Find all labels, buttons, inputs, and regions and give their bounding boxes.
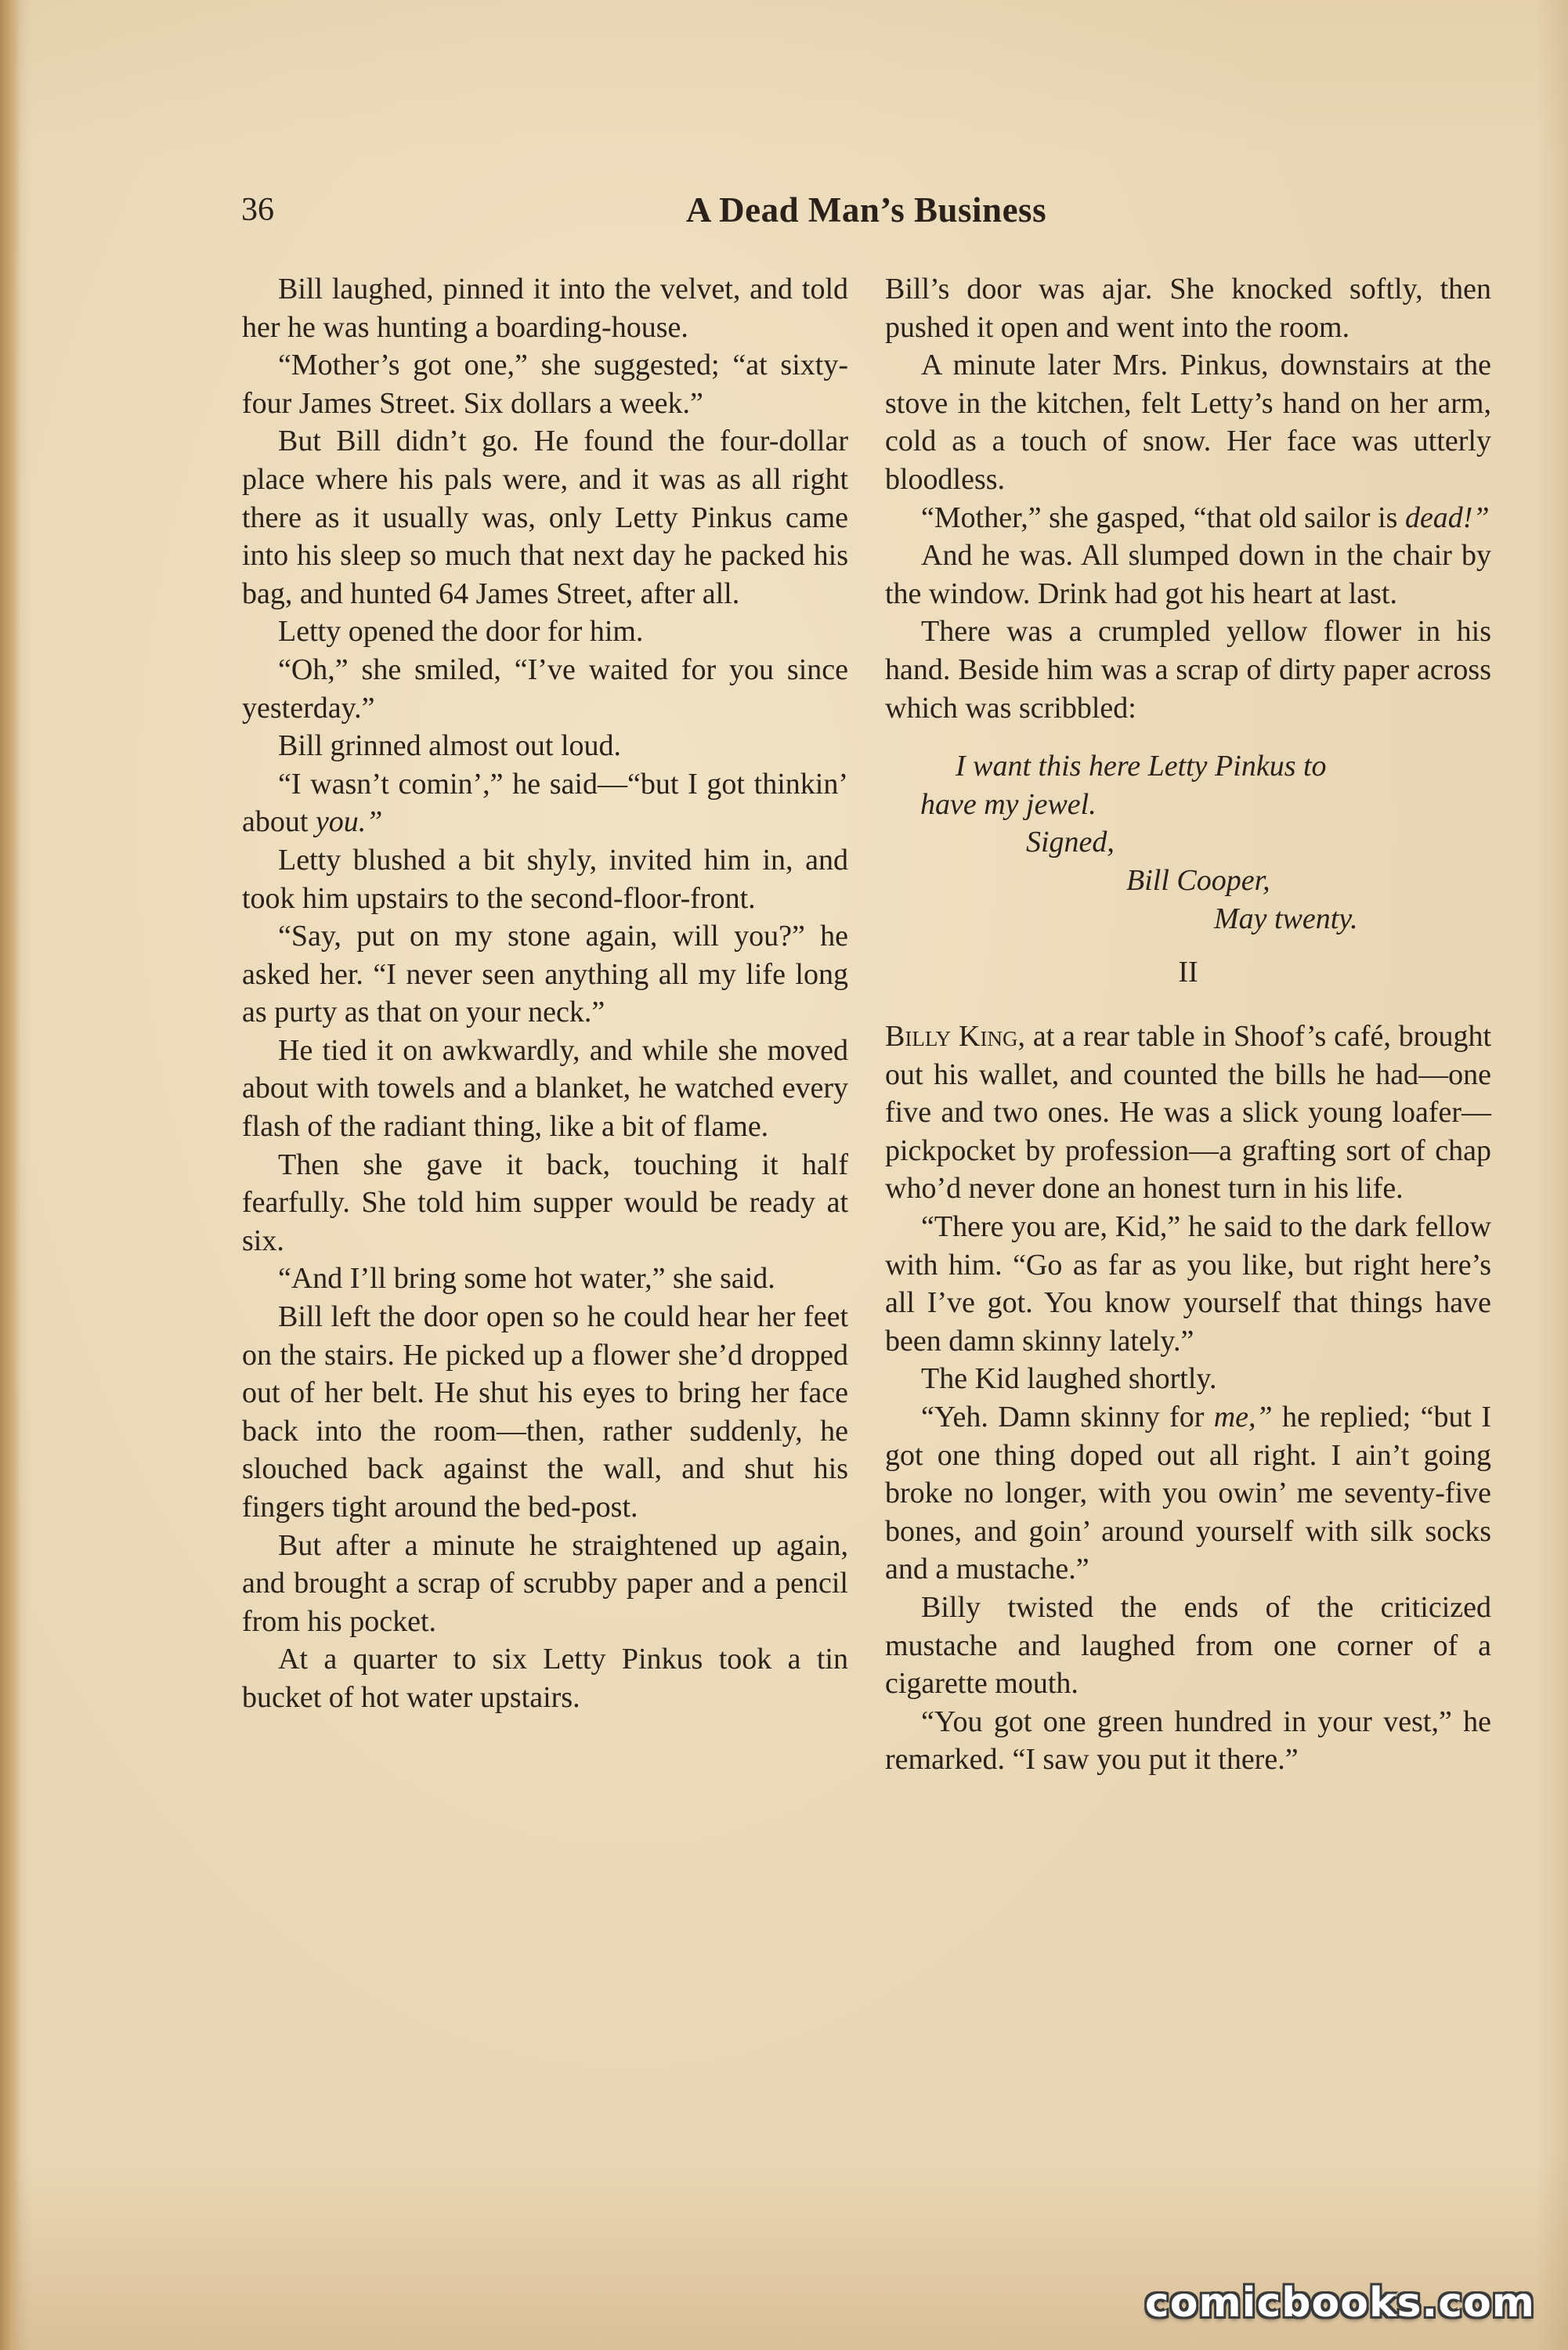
paragraph: Then she gave it back, touching it half fearfully. She told him supper would be ready at six. bbox=[242, 1148, 848, 1257]
character-name: Billy King, bbox=[885, 1020, 1025, 1054]
emphasis-text: dead!” bbox=[1404, 501, 1490, 534]
section-heading: II bbox=[1178, 956, 1198, 989]
paragraph: And he was. All slumped down in the chair by the window. Drink had got his heart at last. bbox=[885, 539, 1491, 610]
paragraph: “There you are, Kid,” he said to the dark fellow with him. “Go as far as you like, but right here’s all I’ve got. You know yourself that things have been damn skinny lately.” bbox=[885, 1210, 1491, 1358]
paragraph: Letty opened the door for him. bbox=[278, 615, 644, 649]
paragraph bbox=[885, 1398, 1491, 1589]
emphasis-text: you.” bbox=[315, 805, 383, 839]
site-watermark: comicbooks.com bbox=[1144, 2280, 1535, 2326]
paragraph bbox=[885, 1018, 1491, 1208]
right-column bbox=[885, 270, 1491, 1779]
paragraph: Bill laughed, pinned it into the velvet, and told her he was hunting a boarding-house. bbox=[242, 273, 848, 344]
running-title: A Dead Man’s Business bbox=[685, 190, 1047, 230]
paragraph-text: he replied; “but I got one thing doped out all right. I ain’t going broke no longer, with you owin’ me seventy-five bones, and goin’ around yourself with silk socks and a mustache.” bbox=[885, 1401, 1491, 1586]
paragraph: There was a crumpled yellow flower in his hand. Beside him was a scrap of dirty paper across which was scribbled: bbox=[885, 615, 1491, 725]
paragraph: But Bill didn’t go. He found the four-dollar place where his pals were, and it was as all right there as it usually was, only Letty Pinkus came into his sleep so much that next day he packed his bag, and hunted 64 James Street, after all. bbox=[242, 425, 848, 610]
page-number: 36 bbox=[241, 192, 274, 228]
paragraph: He tied it on awkwardly, and while she moved about with towels and a blanket, he watched every flash of the radiant thing, like a bit of flame. bbox=[242, 1033, 848, 1144]
paragraph-text: “I wasn’t comin’,” he said—“but I got thinkin’ about bbox=[242, 767, 848, 839]
paragraph: At a quarter to six Letty Pinkus took a tin bucket of hot water upstairs. bbox=[242, 1643, 848, 1714]
paragraph: Letty blushed a bit shyly, invited him in, and took him upstairs to the second-floor-front. bbox=[242, 843, 848, 915]
paragraph bbox=[885, 499, 1491, 537]
paragraph: A minute later Mrs. Pinkus, downstairs at the stove in the kitchen, felt Letty’s hand on her arm, cold as a touch of snow. Her face was utterly bloodless. bbox=[885, 349, 1491, 496]
paragraph: Bill left the door open so he could hear her feet on the stairs. He picked up a flower she’d dropped out of her belt. He shut his eyes to bring her face back into the room—then, rather suddenly, he slouched back against the wall, and shut his fingers tight around the bed-post. bbox=[242, 1300, 848, 1524]
paragraph: Billy twisted the ends of the criticized mustache and laughed from one corner of a cigarette mouth. bbox=[885, 1591, 1491, 1701]
paragraph: Bill grinned almost out loud. bbox=[278, 729, 622, 763]
paragraph bbox=[242, 765, 848, 841]
paragraph: Bill’s door was ajar. She knocked softly, then pushed it open and went into the room. bbox=[885, 273, 1491, 344]
page-left-edge bbox=[0, 0, 20, 2350]
paragraph: “Mother’s got one,” she suggested; “at sixty-four James Street. Six dollars a week.” bbox=[242, 349, 848, 420]
handwritten-note bbox=[885, 747, 1491, 938]
note-line: Bill Cooper, bbox=[1126, 863, 1270, 897]
paragraph: “Oh,” she smiled, “I’ve waited for you since yesterday.” bbox=[242, 653, 848, 725]
paragraph-text: “Mother,” she gasped, “that old sailor is bbox=[921, 501, 1405, 534]
note-line: Signed, bbox=[1026, 826, 1115, 859]
emphasis-text: me,” bbox=[1213, 1401, 1273, 1434]
paragraph: “Say, put on my stone again, will you?” he asked her. “I never seen anything all my life long as purty as that on your neck.” bbox=[242, 920, 848, 1029]
note-line: I want this here Letty Pinkus to bbox=[956, 750, 1327, 783]
note-line: May twenty. bbox=[1214, 902, 1358, 935]
paragraph-text: “Yeh. Damn skinny for bbox=[921, 1401, 1214, 1434]
paragraph: The Kid laughed shortly. bbox=[921, 1362, 1217, 1396]
paragraph: “You got one green hundred in your vest,” he remarked. “I saw you put it there.” bbox=[885, 1705, 1491, 1777]
note-line: have my jewel. bbox=[920, 787, 1097, 821]
paragraph: “And I’ll bring some hot water,” she said. bbox=[278, 1262, 775, 1296]
left-column bbox=[242, 270, 848, 1717]
paragraph-text: at a rear table in Shoof’s café, brought out his wallet, and counted the bills he had—one five and two ones. He was a slick young loafer—pickpocket by profession—a grafting sort of chap who’d never done an honest turn in his life. bbox=[885, 1020, 1491, 1206]
page-header bbox=[241, 186, 1491, 241]
paragraph: But after a minute he straightened up again, and brought a scrap of scrubby paper and a pencil from his pocket. bbox=[242, 1528, 848, 1638]
